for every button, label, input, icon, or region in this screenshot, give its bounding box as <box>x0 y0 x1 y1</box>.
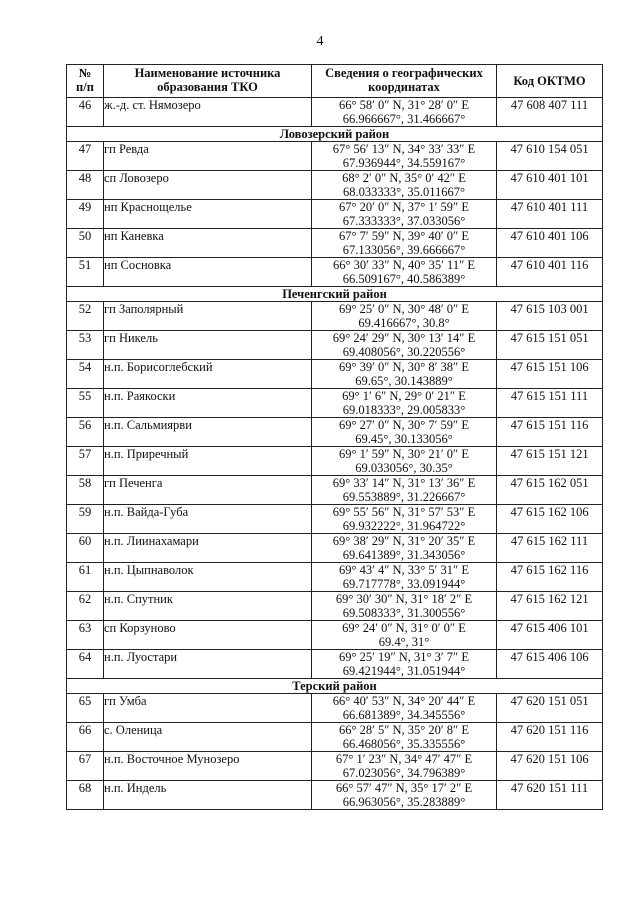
coordinates-dms: 69° 1′ 59″ N, 30° 21′ 0″ E <box>338 447 470 461</box>
row-number: 62 <box>67 592 104 621</box>
coordinates <box>312 650 497 679</box>
coordinates-dms: 69° 25′ 0″ N, 30° 48′ 0″ E <box>338 302 470 316</box>
source-name: гп Никель <box>104 331 312 360</box>
source-name: сп Корзуново <box>104 621 312 650</box>
coordinates <box>312 98 497 127</box>
coordinates <box>312 171 497 200</box>
table-row <box>67 505 603 534</box>
source-name: н.п. Раякоски <box>104 389 312 418</box>
table-row <box>67 360 603 389</box>
oktmo-code: 47 615 151 106 <box>497 360 603 389</box>
table-row <box>67 752 603 781</box>
table-row <box>67 781 603 810</box>
table-row <box>67 331 603 360</box>
table-row <box>67 258 603 287</box>
coordinates-decimal: 69.932222°, 31.964722° <box>342 519 466 533</box>
oktmo-code: 47 615 162 111 <box>497 534 603 563</box>
coordinates-dms: 69° 30′ 30″ N, 31° 18′ 2″ E <box>335 592 473 606</box>
coordinates-dms: 67° 1′ 23″ N, 34° 47′ 47″ E <box>335 752 473 766</box>
row-number: 57 <box>67 447 104 476</box>
coordinates-decimal: 69.553889°, 31.226667° <box>342 490 466 504</box>
coordinates-dms: 67° 7′ 59″ N, 39° 40′ 0″ E <box>338 229 470 243</box>
coordinates <box>312 505 497 534</box>
row-number: 64 <box>67 650 104 679</box>
row-number: 47 <box>67 142 104 171</box>
coordinates-decimal: 69.45°, 30.133056° <box>355 432 453 446</box>
row-number: 58 <box>67 476 104 505</box>
coordinates <box>312 200 497 229</box>
source-name: с. Оленица <box>104 723 312 752</box>
row-number: 63 <box>67 621 104 650</box>
header-coordinates: Сведения о географических координатах <box>312 65 497 98</box>
coordinates-decimal: 69.408056°, 30.220556° <box>342 345 466 359</box>
coordinates <box>312 563 497 592</box>
coordinates <box>312 331 497 360</box>
district-name: Терский район <box>67 679 603 694</box>
coordinates-decimal: 69.641389°, 31.343056° <box>342 548 466 562</box>
oktmo-code: 47 615 151 051 <box>497 331 603 360</box>
table-row <box>67 447 603 476</box>
coordinates-dms: 69° 1′ 6″ N, 29° 0′ 21″ E <box>342 389 466 403</box>
header-number: № п/п <box>67 65 104 98</box>
coordinates-decimal: 69.416667°, 30.8° <box>358 316 450 330</box>
coordinates-decimal: 69.018333°, 29.005833° <box>342 403 466 417</box>
coordinates-dms: 66° 28′ 5″ N, 35° 20′ 8″ E <box>338 723 470 737</box>
coordinates <box>312 258 497 287</box>
coordinates-decimal: 68.033333°, 35.011667° <box>342 185 466 199</box>
coordinates-dms: 69° 27′ 0″ N, 30° 7′ 59″ E <box>338 418 470 432</box>
coordinates-decimal: 66.966667°, 31.466667° <box>342 112 466 126</box>
table-row <box>67 389 603 418</box>
coordinates <box>312 621 497 650</box>
coordinates-dms: 69° 38′ 29″ N, 31° 20′ 35″ E <box>332 534 476 548</box>
coordinates-dms: 66° 40′ 53″ N, 34° 20′ 44″ E <box>332 694 476 708</box>
oktmo-code: 47 608 407 111 <box>497 98 603 127</box>
oktmo-code: 47 610 401 116 <box>497 258 603 287</box>
source-name: н.п. Индель <box>104 781 312 810</box>
source-name: гп Умба <box>104 694 312 723</box>
table-row <box>67 418 603 447</box>
oktmo-code: 47 615 406 101 <box>497 621 603 650</box>
coordinates-decimal: 67.023056°, 34.796389° <box>342 766 466 780</box>
coordinates-decimal: 66.681389°, 34.345556° <box>342 708 466 722</box>
oktmo-code: 47 620 151 051 <box>497 694 603 723</box>
coordinates-dms: 69° 43′ 4″ N, 33° 5′ 31″ E <box>338 563 470 577</box>
source-name: гп Заполярный <box>104 302 312 331</box>
table-header-row <box>67 65 603 98</box>
source-name: сп Ловозеро <box>104 171 312 200</box>
oktmo-code: 47 615 162 116 <box>497 563 603 592</box>
table-row <box>67 476 603 505</box>
table-row <box>67 723 603 752</box>
coordinates <box>312 360 497 389</box>
district-name: Ловозерский район <box>67 127 603 142</box>
page-number: 4 <box>316 34 324 49</box>
coordinates <box>312 229 497 258</box>
coordinates <box>312 723 497 752</box>
coordinates <box>312 534 497 563</box>
oktmo-code: 47 620 151 116 <box>497 723 603 752</box>
row-number: 51 <box>67 258 104 287</box>
row-number: 60 <box>67 534 104 563</box>
coordinates-decimal: 69.717778°, 33.091944° <box>342 577 466 591</box>
coordinates <box>312 781 497 810</box>
district-header-row <box>67 679 603 694</box>
oktmo-code: 47 615 406 106 <box>497 650 603 679</box>
coordinates-dms: 69° 55′ 56″ N, 31° 57′ 53″ E <box>332 505 476 519</box>
coordinates <box>312 447 497 476</box>
table-row <box>67 98 603 127</box>
source-name: н.п. Спутник <box>104 592 312 621</box>
table-row <box>67 229 603 258</box>
header-source-name: Наименование источника образования ТКО <box>104 65 312 98</box>
source-name: нп Каневка <box>104 229 312 258</box>
source-name: н.п. Восточное Мунозеро <box>104 752 312 781</box>
row-number: 46 <box>67 98 104 127</box>
waste-sources-table <box>66 64 603 810</box>
source-name: гп Ревда <box>104 142 312 171</box>
row-number: 50 <box>67 229 104 258</box>
oktmo-code: 47 615 151 121 <box>497 447 603 476</box>
oktmo-code: 47 615 103 001 <box>497 302 603 331</box>
oktmo-code: 47 615 162 106 <box>497 505 603 534</box>
row-number: 66 <box>67 723 104 752</box>
district-header-row <box>67 127 603 142</box>
source-name: ж.-д. ст. Нямозеро <box>104 98 312 127</box>
oktmo-code: 47 610 154 051 <box>497 142 603 171</box>
row-number: 68 <box>67 781 104 810</box>
oktmo-code: 47 615 151 116 <box>497 418 603 447</box>
oktmo-code: 47 615 162 051 <box>497 476 603 505</box>
table-body <box>67 98 603 810</box>
table-row <box>67 142 603 171</box>
table-row <box>67 592 603 621</box>
coordinates-decimal: 69.421944°, 31.051944° <box>342 664 466 678</box>
table-row <box>67 200 603 229</box>
table-row <box>67 171 603 200</box>
coordinates <box>312 142 497 171</box>
row-number: 53 <box>67 331 104 360</box>
coordinates-decimal: 69.65°, 30.143889° <box>355 374 453 388</box>
source-name: н.п. Луостари <box>104 650 312 679</box>
row-number: 59 <box>67 505 104 534</box>
coordinates-dms: 69° 24′ 29″ N, 30° 13′ 14″ E <box>332 331 476 345</box>
coordinates-decimal: 66.468056°, 35.335556° <box>342 737 466 751</box>
coordinates <box>312 476 497 505</box>
coordinates-decimal: 69.033056°, 30.35° <box>355 461 453 475</box>
row-number: 54 <box>67 360 104 389</box>
row-number: 56 <box>67 418 104 447</box>
row-number: 65 <box>67 694 104 723</box>
coordinates-decimal: 69.508333°, 31.300556° <box>342 606 466 620</box>
oktmo-code: 47 610 401 101 <box>497 171 603 200</box>
row-number: 49 <box>67 200 104 229</box>
table-row <box>67 563 603 592</box>
coordinates-decimal: 66.963056°, 35.283889° <box>342 795 466 809</box>
coordinates-dms: 66° 58′ 0″ N, 31° 28′ 0″ E <box>338 98 470 112</box>
coordinates <box>312 752 497 781</box>
row-number: 55 <box>67 389 104 418</box>
coordinates <box>312 302 497 331</box>
coordinates <box>312 592 497 621</box>
table-row <box>67 534 603 563</box>
source-name: н.п. Цыпнаволок <box>104 563 312 592</box>
oktmo-code: 47 620 151 111 <box>497 781 603 810</box>
coordinates-decimal: 67.133056°, 39.666667° <box>342 243 466 257</box>
source-name: н.п. Сальмиярви <box>104 418 312 447</box>
table-row <box>67 694 603 723</box>
oktmo-code: 47 620 151 106 <box>497 752 603 781</box>
source-name: н.п. Приречный <box>104 447 312 476</box>
coordinates-decimal: 69.4°, 31° <box>378 635 430 649</box>
source-name: н.п. Лиинахамари <box>104 534 312 563</box>
district-name: Печенгский район <box>67 287 603 302</box>
source-name: н.п. Вайда-Губа <box>104 505 312 534</box>
source-name: нп Сосновка <box>104 258 312 287</box>
source-name: нп Краснощелье <box>104 200 312 229</box>
oktmo-code: 47 615 162 121 <box>497 592 603 621</box>
coordinates-dms: 67° 56′ 13″ N, 34° 33′ 33″ E <box>332 142 476 156</box>
coordinates-decimal: 66.509167°, 40.586389° <box>342 272 466 286</box>
coordinates <box>312 694 497 723</box>
row-number: 67 <box>67 752 104 781</box>
oktmo-code: 47 615 151 111 <box>497 389 603 418</box>
coordinates-dms: 69° 39′ 0″ N, 30° 8′ 38″ E <box>338 360 470 374</box>
coordinates-decimal: 67.936944°, 34.559167° <box>342 156 466 170</box>
oktmo-code: 47 610 401 106 <box>497 229 603 258</box>
district-header-row <box>67 287 603 302</box>
row-number: 52 <box>67 302 104 331</box>
row-number: 61 <box>67 563 104 592</box>
coordinates-dms: 69° 24′ 0″ N, 31° 0′ 0″ E <box>342 621 466 635</box>
source-name: н.п. Борисоглебский <box>104 360 312 389</box>
coordinates-dms: 69° 25′ 19″ N, 31° 3′ 7″ E <box>338 650 470 664</box>
row-number: 48 <box>67 171 104 200</box>
source-name: гп Печенга <box>104 476 312 505</box>
coordinates-dms: 69° 33′ 14″ N, 31° 13′ 36″ E <box>332 476 476 490</box>
oktmo-code: 47 610 401 111 <box>497 200 603 229</box>
coordinates-dms: 66° 57′ 47″ N, 35° 17′ 2″ E <box>335 781 473 795</box>
table-row <box>67 621 603 650</box>
coordinates-dms: 68° 2′ 0″ N, 35° 0′ 42″ E <box>342 171 466 185</box>
coordinates <box>312 418 497 447</box>
coordinates-decimal: 67.333333°, 37.033056° <box>342 214 466 228</box>
coordinates-dms: 66° 30′ 33″ N, 40° 35′ 11″ E <box>332 258 476 272</box>
coordinates <box>312 389 497 418</box>
header-oktmo: Код ОКТМО <box>497 65 603 98</box>
table-row <box>67 650 603 679</box>
coordinates-dms: 67° 20′ 0″ N, 37° 1′ 59″ E <box>338 200 470 214</box>
table-row <box>67 302 603 331</box>
